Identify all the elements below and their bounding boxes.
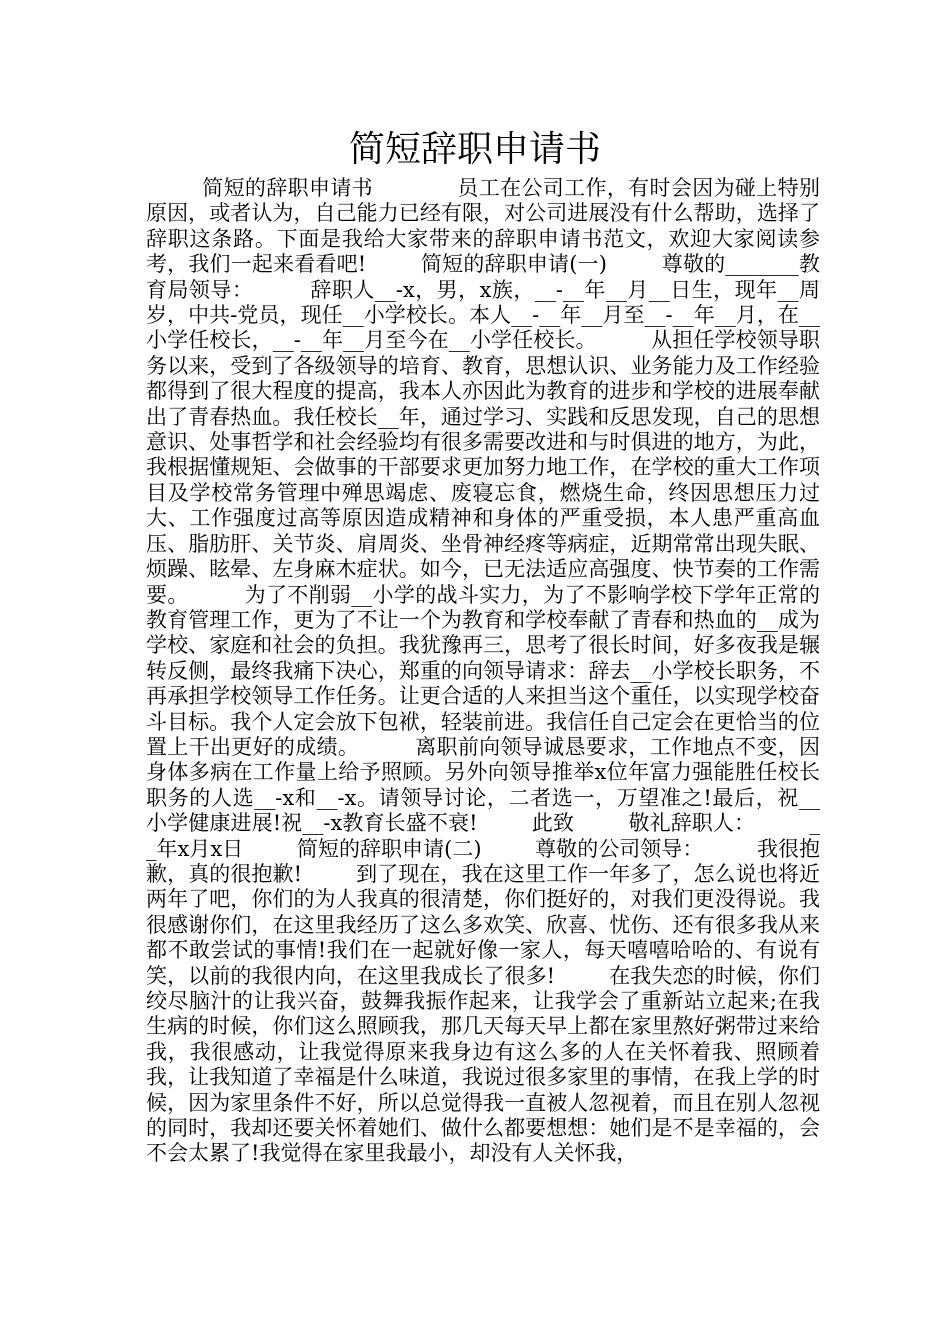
- document-body: 简短的辞职申请书 员工在公司工作，有时会因为碰上特别原因，或者认为，自己能力已经有限，对公司进展没有什么帮助，选择了辞职这条路。下面是我给大家带来的辞职申请书范文，欢迎大家阅读参考，我们一起来看看吧! 简短的辞职申请(一) 尊敬的_______教育局领导： 辞职人__-x，男，x族，__-__年__月__日生，现年__周岁，中共-党员，现任__小学校长。本人__-__年__月至__-__年__月，在__小学任校长，__-__年__月至今在__小学任校长。 从担任学校领导职务以来，受到了各级领导的培育、教育，思想认识、业务能力及工作经验都得到了很大程度的提高，我本人亦因此为教育的进步和学校的进展奉献出了青春热血。我任校长__年，通过学习、实践和反思发现，自己的思想意识、处事哲学和社会经验均有很多需要改进和与时俱进的地方，为此，我根据懂规矩、会做事的干部要求更加努力地工作，在学校的重大工作项目及学校常务管理中殚思竭虑、废寝忘食，燃烧生命，终因思想压力过大、工作强度过高等原因造成精神和身体的严重受损，本人患严重高血压、脂肪肝、关节炎、肩周炎、坐骨神经疼等病症，近期常常出现失眠、烦躁、眩晕、左身麻木症状。如今，已无法适应高强度、快节奏的工作需要。 为了不削弱__小学的战斗实力，为了不影响学校下学年正常的教育管理工作，更为了不让一个为教育和学校奉献了青春和热血的__成为学校、家庭和社会的负担。我犹豫再三，思考了很长时间，好多夜我是辗转反侧，最终我痛下决心，郑重的向领导请求：辞去__小学校长职务，不再承担学校领导工作任务。让更合适的人来担当这个重任，以实现学校奋斗目标。我个人定会放下包袱，轻装前进。我信任自己定会在更恰当的位置上干出更好的成绩。 离职前向领导诚恳要求，工作地点不变，因身体多病在工作量上给予照顾。另外向领导推举x位年富力强能胜任校长职务的人选__-x和__-x。请领导讨论，二者选一，万望准之!最后，祝__小学健康进展!祝__-x教育长盛不衰! 此致 敬礼辞职人： __年x月x日 简短的辞职申请(二) 尊敬的公司领导： 我很抱歉，真的很抱歉! 到了现在，我在这里工作一年多了，怎么说也将近两年了吧，你们的为人我真的很清楚，你们挺好的，对我们更没得说。我很感谢你们，在这里我经历了这么多欢笑、欣喜、忧伤、还有很多我从来都不敢尝试的事情!我们在一起就好像一家人，每天嘻嘻哈哈的、有说有笑，以前的我很内向，在这里我成长了很多! 在我失恋的时候，你们绞尽脑汁的让我兴奋，鼓舞我振作起来，让我学会了重新站立起来;在我生病的时候，你们这么照顾我，那几天每天早上都在家里熬好粥带过来给我，我很感动，让我觉得原来我身边有这么多的人在关怀着我、照顾着我，让我知道了幸福是什么味道，我说过很多家里的事情，在我上学的时候，因为家里条件不好，所以总觉得我一直被人忽视着，而且在别人忽视的同时，我却还要关怀着她们、做什么都要想想：她们是不是幸福的，会不会太累了!我觉得在家里我最小，却没有人关怀我，: [146, 176, 820, 1166]
- page-title: 简短辞职申请书: [348, 129, 601, 170]
